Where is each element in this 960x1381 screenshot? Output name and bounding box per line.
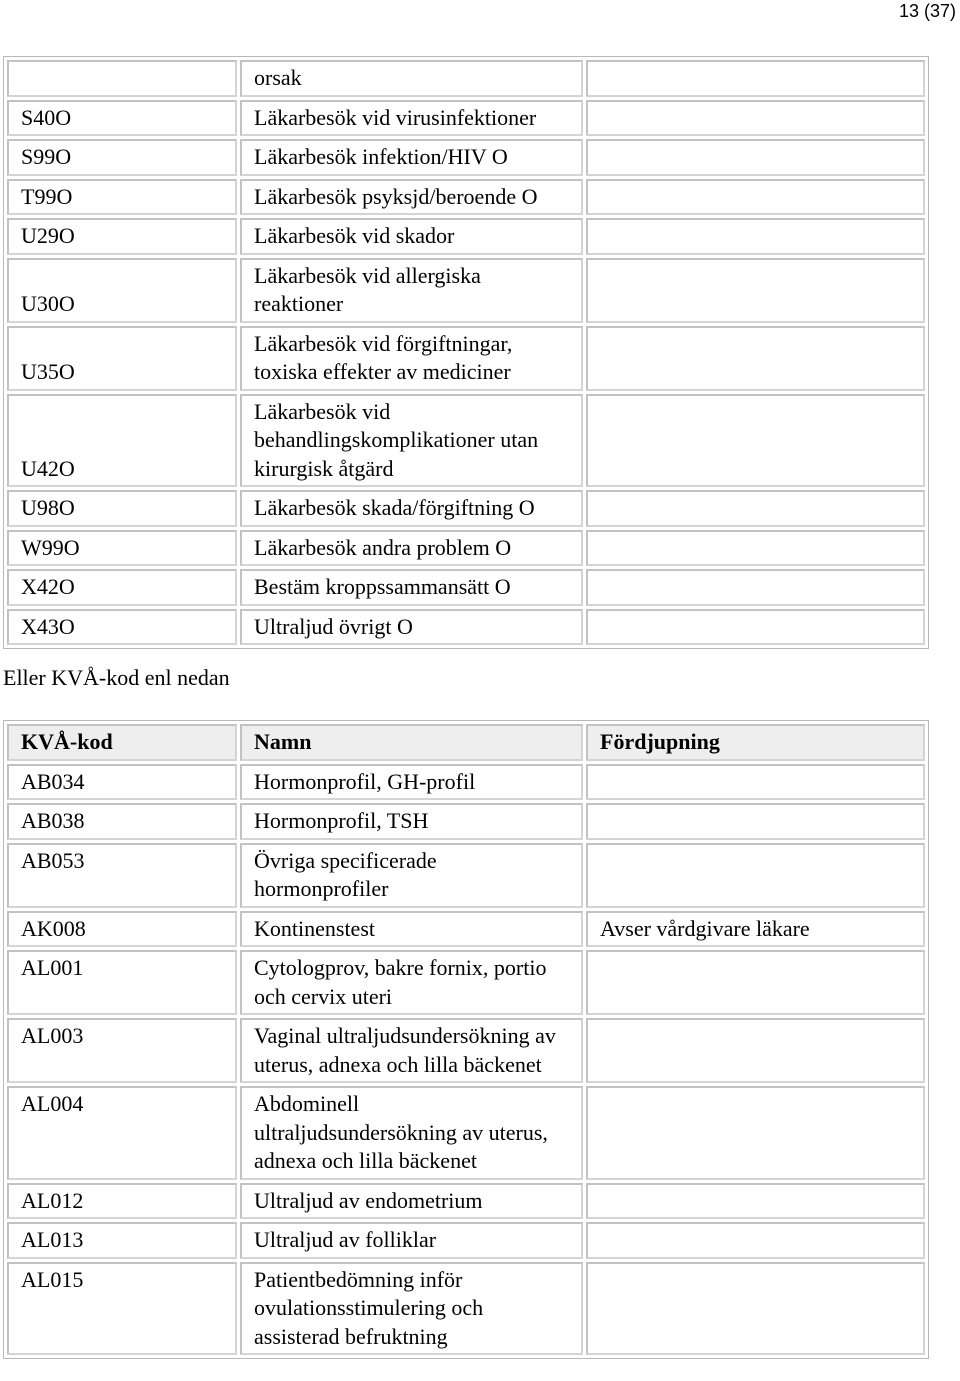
name-cell: Bestäm kroppssammansätt O (240, 569, 583, 606)
code-cell: AL013 (7, 1222, 237, 1259)
code-cell: S99O (7, 139, 237, 176)
code-cell: AK008 (7, 911, 237, 948)
note-cell (586, 179, 925, 216)
name-cell: Läkarbesök vid skador (240, 218, 583, 255)
code-cell: U30O (7, 258, 237, 323)
name-cell: Läkarbesök psyksjd/beroende O (240, 179, 583, 216)
table-row (7, 1262, 925, 1356)
name-cell: Läkarbesök infektion/HIV O (240, 139, 583, 176)
table-row (7, 950, 925, 1015)
table-row (7, 843, 925, 908)
header-cell-code (7, 60, 237, 97)
name-cell: Cytologprov, bakre fornix, portio och cervix uteri (240, 950, 583, 1015)
table-row (7, 1018, 925, 1083)
code-cell: S40O (7, 100, 237, 137)
note-cell (586, 326, 925, 391)
table-row (7, 1086, 925, 1180)
note-cell (586, 100, 925, 137)
table-row (7, 394, 925, 488)
note-cell (586, 394, 925, 488)
table-row (7, 803, 925, 840)
note-cell (586, 490, 925, 527)
header-cell-code: KVÅ-kod (7, 724, 237, 761)
table-row (7, 218, 925, 255)
code-cell: X42O (7, 569, 237, 606)
table-row (7, 569, 925, 606)
name-cell: Övriga specificerade hormonprofiler (240, 843, 583, 908)
code-cell: W99O (7, 530, 237, 567)
code-cell: U35O (7, 326, 237, 391)
code-cell: X43O (7, 609, 237, 646)
name-cell: Kontinenstest (240, 911, 583, 948)
table-row (7, 139, 925, 176)
header-cell-name: Namn (240, 724, 583, 761)
table-row (7, 100, 925, 137)
table-row (7, 326, 925, 391)
note-cell (586, 609, 925, 646)
name-cell: Hormonprofil, TSH (240, 803, 583, 840)
note-cell (586, 843, 925, 908)
name-cell: Vaginal ultraljudsundersökning av uterus, adnexa och lilla bäckenet (240, 1018, 583, 1083)
code-cell: AL001 (7, 950, 237, 1015)
note-cell (586, 1018, 925, 1083)
code-cell: AL003 (7, 1018, 237, 1083)
name-cell: Hormonprofil, GH-profil (240, 764, 583, 801)
table-header-row (7, 724, 925, 761)
note-cell (586, 1183, 925, 1220)
code-cell: AB038 (7, 803, 237, 840)
name-cell: Patientbedömning inför ovulationsstimulering och assisterad befruktning (240, 1262, 583, 1356)
note-cell: Avser vårdgivare läkare (586, 911, 925, 948)
code-cell: U98O (7, 490, 237, 527)
table-row (7, 1183, 925, 1220)
code-cell: AB053 (7, 843, 237, 908)
table-row (7, 1222, 925, 1259)
table-row (7, 609, 925, 646)
name-cell: Ultraljud av folliklar (240, 1222, 583, 1259)
note-cell (586, 569, 925, 606)
note-cell (586, 764, 925, 801)
section-caption: Eller KVÅ-kod enl nedan (3, 665, 230, 690)
code-cell: T99O (7, 179, 237, 216)
table-row (7, 179, 925, 216)
name-cell: Ultraljud övrigt O (240, 609, 583, 646)
note-cell (586, 530, 925, 567)
name-cell: Läkarbesök vid förgiftningar, toxiska effekter av mediciner (240, 326, 583, 391)
header-cell-note (586, 60, 925, 97)
name-cell: Läkarbesök andra problem O (240, 530, 583, 567)
table-header-row (7, 60, 925, 97)
name-cell: Läkarbesök vid behandlingskomplikationer utan kirurgisk åtgärd (240, 394, 583, 488)
code-cell: U29O (7, 218, 237, 255)
code-cell: AB034 (7, 764, 237, 801)
code-cell: AL012 (7, 1183, 237, 1220)
name-cell: Läkarbesök vid virusinfektioner (240, 100, 583, 137)
note-cell (586, 218, 925, 255)
name-cell: Abdominell ultraljudsundersökning av uterus, adnexa och lilla bäckenet (240, 1086, 583, 1180)
name-cell: Läkarbesök skada/förgiftning O (240, 490, 583, 527)
diagnosis-code-table (3, 56, 929, 649)
header-cell-note: Fördjupning (586, 724, 925, 761)
table-row (7, 911, 925, 948)
table-row (7, 258, 925, 323)
note-cell (586, 1262, 925, 1356)
note-cell (586, 258, 925, 323)
header-cell-name: orsak (240, 60, 583, 97)
kva-code-table (3, 720, 929, 1359)
table-row (7, 764, 925, 801)
name-cell: Ultraljud av endometrium (240, 1183, 583, 1220)
note-cell (586, 139, 925, 176)
note-cell (586, 1086, 925, 1180)
note-cell (586, 803, 925, 840)
code-cell: U42O (7, 394, 237, 488)
table-row (7, 490, 925, 527)
name-cell: Läkarbesök vid allergiska reaktioner (240, 258, 583, 323)
page-number: 13 (37) (898, 1, 956, 21)
code-cell: AL015 (7, 1262, 237, 1356)
code-cell: AL004 (7, 1086, 237, 1180)
note-cell (586, 950, 925, 1015)
table-row (7, 530, 925, 567)
note-cell (586, 1222, 925, 1259)
